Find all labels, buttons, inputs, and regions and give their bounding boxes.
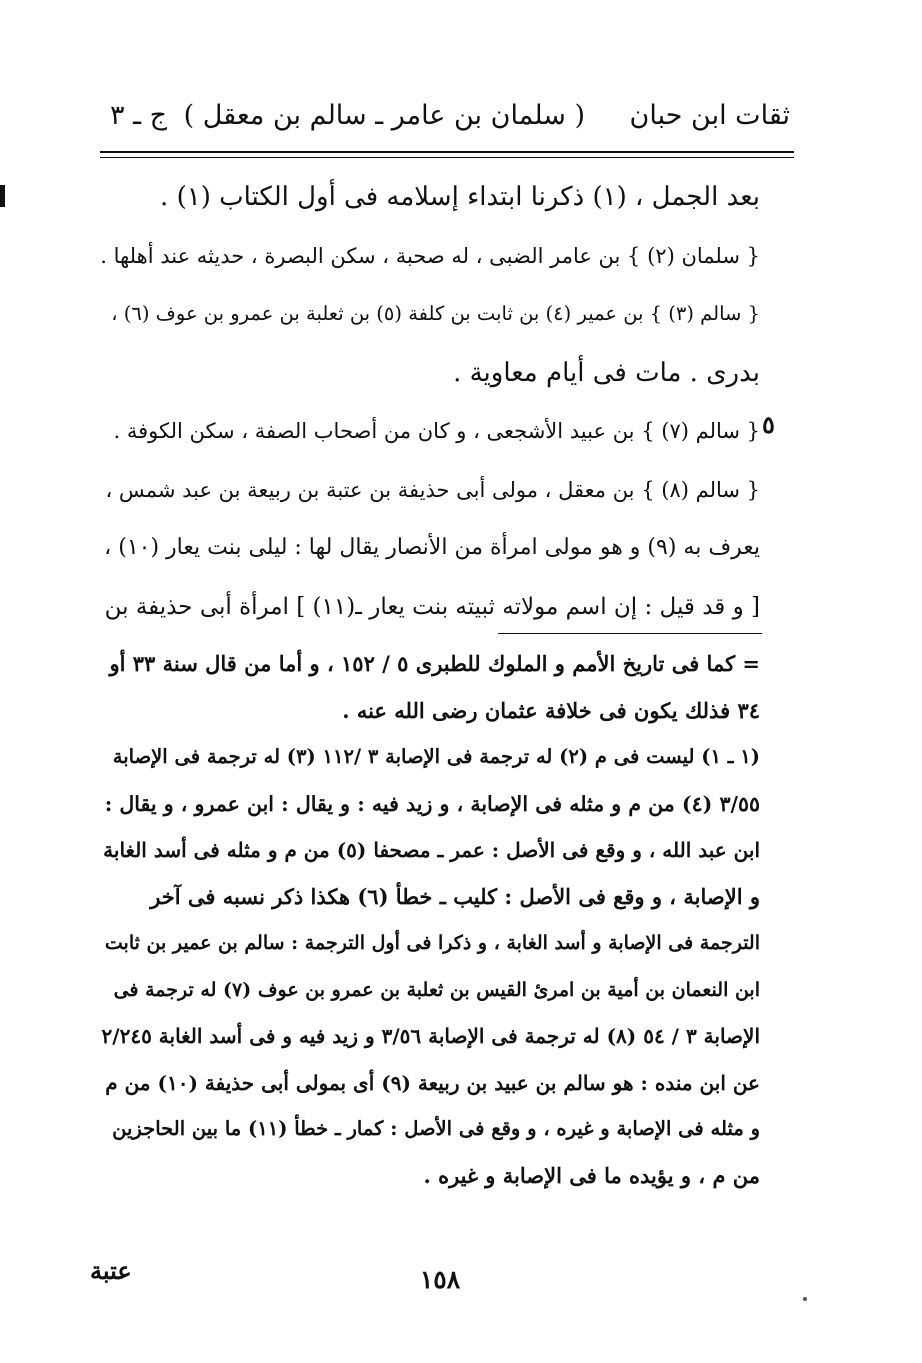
text-line: بدرى . مات فى أيام معاوية . xyxy=(453,357,760,388)
catchword: عتبة xyxy=(90,1256,132,1285)
page-edge-mark xyxy=(0,185,5,207)
footnote-line: من م ، و يؤيده ما فى الإصابة و غيره . xyxy=(423,1162,760,1188)
text-line: بعد الجمل ، (١) ذكرنا ابتداء إسلامه فى أول الكتاب (١) . xyxy=(160,182,760,212)
text-line: { سلمان (٢) } بن عامر الضبى ، له صحبة ، سكن البصرة ، حديثه عند أهلها . xyxy=(100,243,760,268)
text-line: { سالم (٧) } بن عبيد الأشجعى ، و كان من أصحاب الصفة ، سكن الكوفة . xyxy=(113,419,760,443)
footnote-line: ٣/٥٥ (٤) من م و مثله فى الإصابة ، و زيد فيه : و يقال : ابن عمرو ، و يقال : xyxy=(104,791,760,816)
footnote-line: ٣٤ فذلك يكون فى خلافة عثمان رضى الله عنه . xyxy=(342,697,760,723)
footnote-line: (١ ـ ١) ليست فى م (٢) له ترجمة فى الإصابة ٣ /١١٢ (٣) له ترجمة فى الإصابة xyxy=(112,745,760,768)
text-line: [ و قد قيل : إن اسم مولاته ثبيته بنت يعار ـ(١١) ] امرأة أبى حذيفة بن xyxy=(104,593,760,620)
text-line: { سالم (٨) } بن معقل ، مولى أبى حذيفة بن عتبة بن ربيعة بن عبد شمس ، xyxy=(105,477,760,502)
header-rule-thin xyxy=(100,157,794,158)
margin-marker: ٥ xyxy=(762,410,775,439)
footnote-line: ابن عبد الله ، و وقع فى الأصل : عمر ـ مصحفا (٥) من م و مثله فى أسد الغابة xyxy=(103,838,760,862)
header-rule-thick xyxy=(100,151,794,153)
book-title: ثقات ابن حبان xyxy=(629,100,790,131)
ink-speck xyxy=(803,1297,807,1301)
page-number: ١٥٨ xyxy=(419,1265,461,1294)
footnote-line: = كما فى تاريخ الأمم و الملوك للطبرى ٥ / ١٥٢ ، و أما من قال سنة ٣٣ أو xyxy=(109,651,760,676)
footnote-line: الترجمة فى الإصابة و أسد الغابة ، و ذكرا فى أول الترجمة : سالم بن عمير بن ثابت xyxy=(104,932,760,954)
volume-label: ج ـ ٣ xyxy=(110,100,168,131)
footnote-line: الإصابة ٣ / ٥٤ (٨) له ترجمة فى الإصابة ٣/٥٦ و زيد فيه و فى أسد الغابة ٢/٢٤٥ xyxy=(101,1024,760,1048)
footnote-separator xyxy=(498,633,762,634)
section-subtitle: ( سلمان بن عامر ـ سالم بن معقل ) xyxy=(183,100,585,131)
footnote-line: و الإصابة ، و وقع فى الأصل : كليب ـ خطأ (٦) هكذا ذكر نسبه فى آخر xyxy=(150,883,760,909)
main-text xyxy=(100,168,760,636)
footnotes xyxy=(100,641,760,1199)
running-header xyxy=(100,96,790,140)
text-line: { سالم (٣) } بن عمير (٤) بن ثابت بن كلفة (٥) بن ثعلبة بن عمرو بن عوف (٦) ، xyxy=(111,302,760,325)
text-line: يعرف به (٩) و هو مولى امرأة من الأنصار يقال لها : ليلى بنت يعار (١٠) ، xyxy=(104,535,760,560)
footnote-line: و مثله فى الإصابة و غيره ، و وقع فى الأصل : كمار ـ خطأ (١١) ما بين الحاجزين xyxy=(112,1117,760,1140)
footnote-line: ابن النعمان بن أمية بن امرئ القيس بن ثعلبة بن عمرو بن عوف (٧) له ترجمة فى xyxy=(113,978,760,1001)
footnote-line: عن ابن منده : هو سالم بن عبيد بن ربيعة (٩) أى بمولى أبى حذيفة (١٠) من م xyxy=(105,1070,760,1095)
